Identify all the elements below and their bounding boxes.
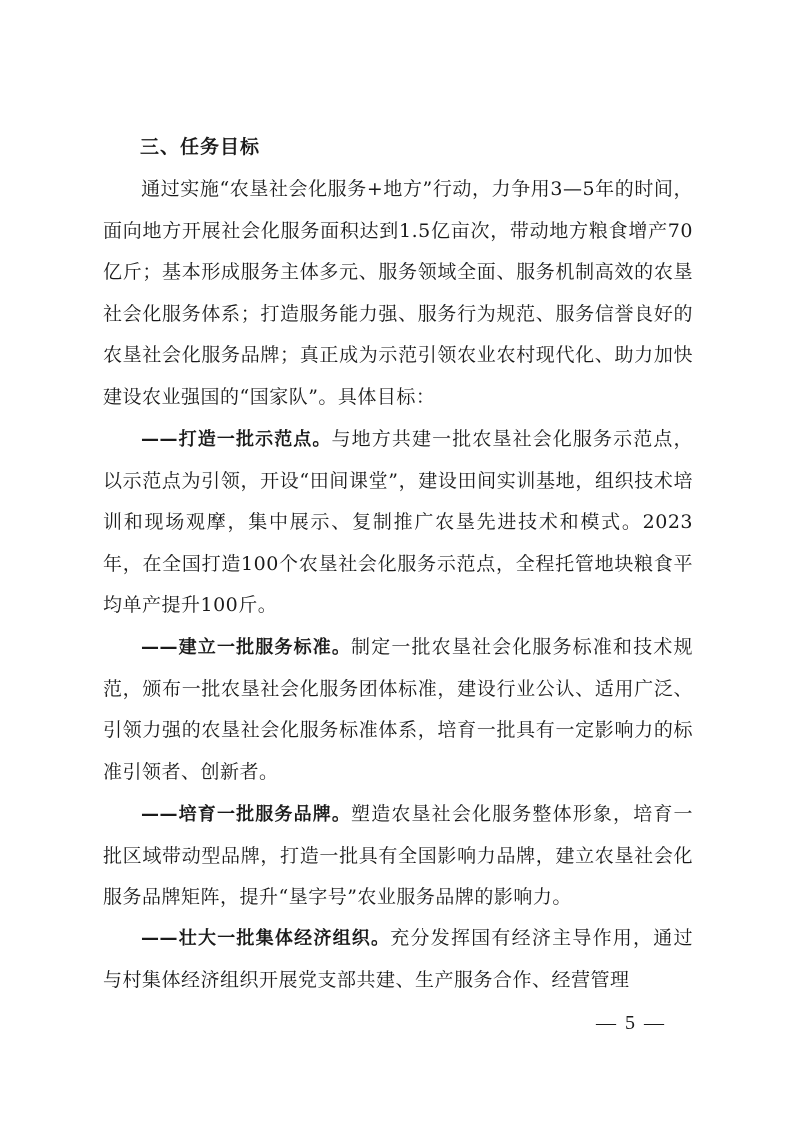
page-number: — 5 — [596, 1012, 666, 1034]
goal-lead: ——建立一批服务标准。 [141, 637, 352, 658]
goal-lead: ——打造一批示范点。 [141, 429, 332, 450]
goal-lead: ——培育一批服务品牌。 [141, 804, 352, 825]
goal-text: 制定一批农垦社会化服务标准和技术规范，颁布一批农垦社会化服务团体标准，建设行业公认、适用广泛、引领力强的农垦社会化服务标准体系，培育一批具有一定影响力的标准引领者、创新者。 [103, 636, 693, 783]
intro-text: 通过实施“农垦社会化服务+地方”行动，力争用3—5年的时间，面向地方开展社会化服务面积达到1.5亿亩次，带动地方粮食增产70亿斤；基本形成服务主体多元、服务领域全面、服务机制高效的农垦社会化服务体系；打造服务能力强、服务行为规范、服务信誉良好的农垦社会化服务品牌；真正成为示范引领农业农村现代化、助力加快建设农业强国的“国家队”。具体目标： [103, 178, 693, 408]
goal-lead: ——壮大一批集体经济组织。 [141, 928, 391, 949]
goal-paragraph-service-brands [103, 794, 693, 919]
goal-paragraph-service-standards [103, 627, 693, 793]
intro-paragraph [103, 169, 693, 418]
goal-text: 充分发挥国有经济主导作用，通过与村集体经济组织开展党支部共建、生产服务合作、经营管理 [103, 927, 693, 991]
goal-text: 塑造农垦社会化服务整体形象，培育一批区域带动型品牌，打造一批具有全国影响力品牌，建立农垦社会化服务品牌矩阵，提升“垦字号”农业服务品牌的影响力。 [103, 803, 693, 908]
goal-text: 与地方共建一批农垦社会化服务示范点，以示范点为引领，开设“田间课堂”，建设田间实训基地，组织技术培训和现场观摩，集中展示、复制推广农垦先进技术和模式。2023年，在全国打造100个农垦社会化服务示范点，全程托管地块粮食平均单产提升100斤。 [103, 428, 693, 616]
section-heading: 三、任务目标 [140, 136, 261, 158]
goal-paragraph-collective-economy [103, 918, 693, 1001]
goal-paragraph-demonstration-sites [103, 419, 693, 627]
